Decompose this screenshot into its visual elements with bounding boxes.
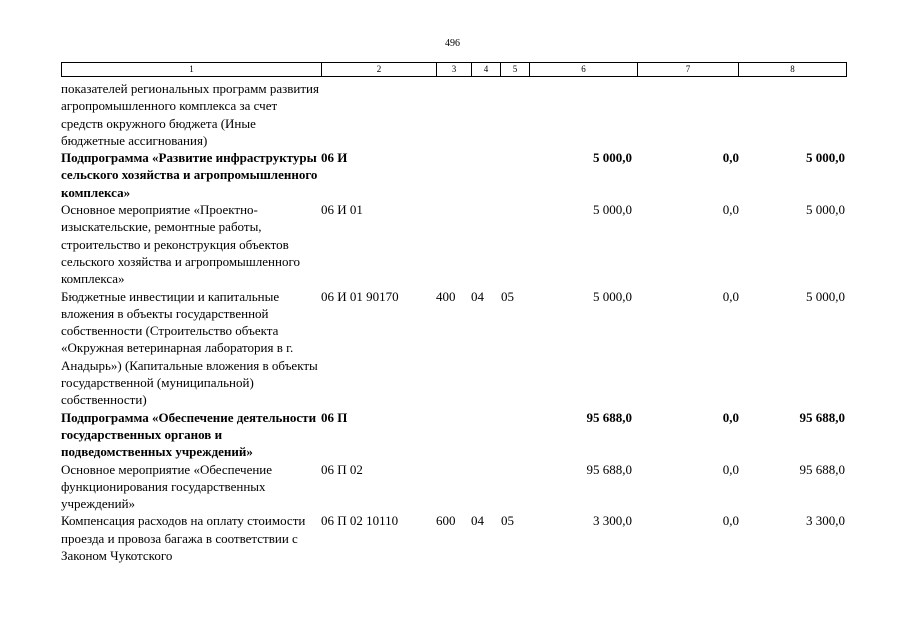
row-value-8: 5 000,0 bbox=[806, 202, 845, 218]
column-header-2: 2 bbox=[321, 63, 436, 76]
table-row bbox=[61, 201, 847, 287]
column-header-8: 8 bbox=[738, 63, 846, 76]
row-value-7: 0,0 bbox=[722, 461, 739, 477]
column-header-7: 7 bbox=[637, 63, 738, 76]
row-value-7: 0,0 bbox=[722, 409, 739, 425]
row-value-5: 05 bbox=[501, 288, 514, 304]
row-value-7: 0,0 bbox=[722, 202, 739, 218]
column-header-3: 3 bbox=[436, 63, 471, 76]
table-row bbox=[61, 149, 847, 201]
row-name: Компенсация расходов на оплату стоимости проезда и провоза багажа в соответствии с Законом Чукотского bbox=[61, 513, 306, 564]
page-number: 496 bbox=[445, 38, 460, 49]
row-code: 06 И 01 90170 bbox=[321, 288, 399, 304]
row-name: Подпрограмма «Развитие инфраструктуры сельского хозяйства и агропромышленного комплекса» bbox=[61, 150, 318, 200]
row-value-8: 95 688,0 bbox=[799, 409, 845, 425]
row-value-3: 600 bbox=[436, 513, 456, 529]
table-row bbox=[61, 80, 847, 149]
row-value-6: 95 688,0 bbox=[586, 409, 632, 425]
row-code: 06 И 01 bbox=[321, 202, 363, 218]
row-value-6: 5 000,0 bbox=[593, 150, 632, 166]
table-row bbox=[61, 409, 847, 461]
column-header-5: 5 bbox=[500, 63, 529, 76]
row-value-6: 5 000,0 bbox=[593, 202, 632, 218]
row-name: Основное мероприятие «Проектно-изыскательские, ремонтные работы, строительство и реконструкция объектов сельского хозяйства и агропромышленного комплекса» bbox=[61, 202, 300, 287]
row-value-7: 0,0 bbox=[722, 150, 739, 166]
row-name: показателей региональных программ развития агропромышленного комплекса за счет средств окружного бюджета (Иные бюджетные ассигнования) bbox=[61, 81, 319, 148]
table-row bbox=[61, 288, 847, 409]
row-value-8: 5 000,0 bbox=[806, 288, 845, 304]
row-value-6: 3 300,0 bbox=[593, 513, 632, 529]
row-value-4: 04 bbox=[471, 513, 484, 529]
row-value-3: 400 bbox=[436, 288, 456, 304]
row-value-6: 95 688,0 bbox=[586, 461, 632, 477]
column-header-4: 4 bbox=[471, 63, 500, 76]
column-header-6: 6 bbox=[529, 63, 637, 76]
row-value-5: 05 bbox=[501, 513, 514, 529]
row-name: Бюджетные инвестиции и капитальные вложения в объекты государственной собственности (Строительство объекта «Окружная ветеринарная лаборатория в г. Анадырь») (Капитальные вложения в объекты государственной (муниципальной) собственности) bbox=[61, 288, 318, 408]
row-code: 06 П 02 10110 bbox=[321, 513, 399, 529]
row-value-8: 95 688,0 bbox=[799, 461, 845, 477]
row-code: 06 И bbox=[321, 150, 348, 166]
row-value-8: 3 300,0 bbox=[806, 513, 845, 529]
table-body bbox=[61, 80, 847, 564]
row-value-8: 5 000,0 bbox=[806, 150, 845, 166]
column-header-1: 1 bbox=[189, 64, 194, 74]
row-code: 06 П 02 bbox=[321, 461, 363, 477]
row-value-7: 0,0 bbox=[722, 288, 739, 304]
row-value-6: 5 000,0 bbox=[593, 288, 632, 304]
row-value-4: 04 bbox=[471, 288, 484, 304]
row-value-7: 0,0 bbox=[722, 513, 739, 529]
row-name: Основное мероприятие «Обеспечение функционирования государственных учреждений» bbox=[61, 461, 273, 512]
row-code: 06 П bbox=[321, 409, 348, 425]
table-row bbox=[61, 461, 847, 513]
table-header-row bbox=[61, 62, 847, 77]
table-row bbox=[61, 512, 847, 564]
row-name: Подпрограмма «Обеспечение деятельности государственных органов и подведомственных учреждений» bbox=[61, 409, 317, 460]
